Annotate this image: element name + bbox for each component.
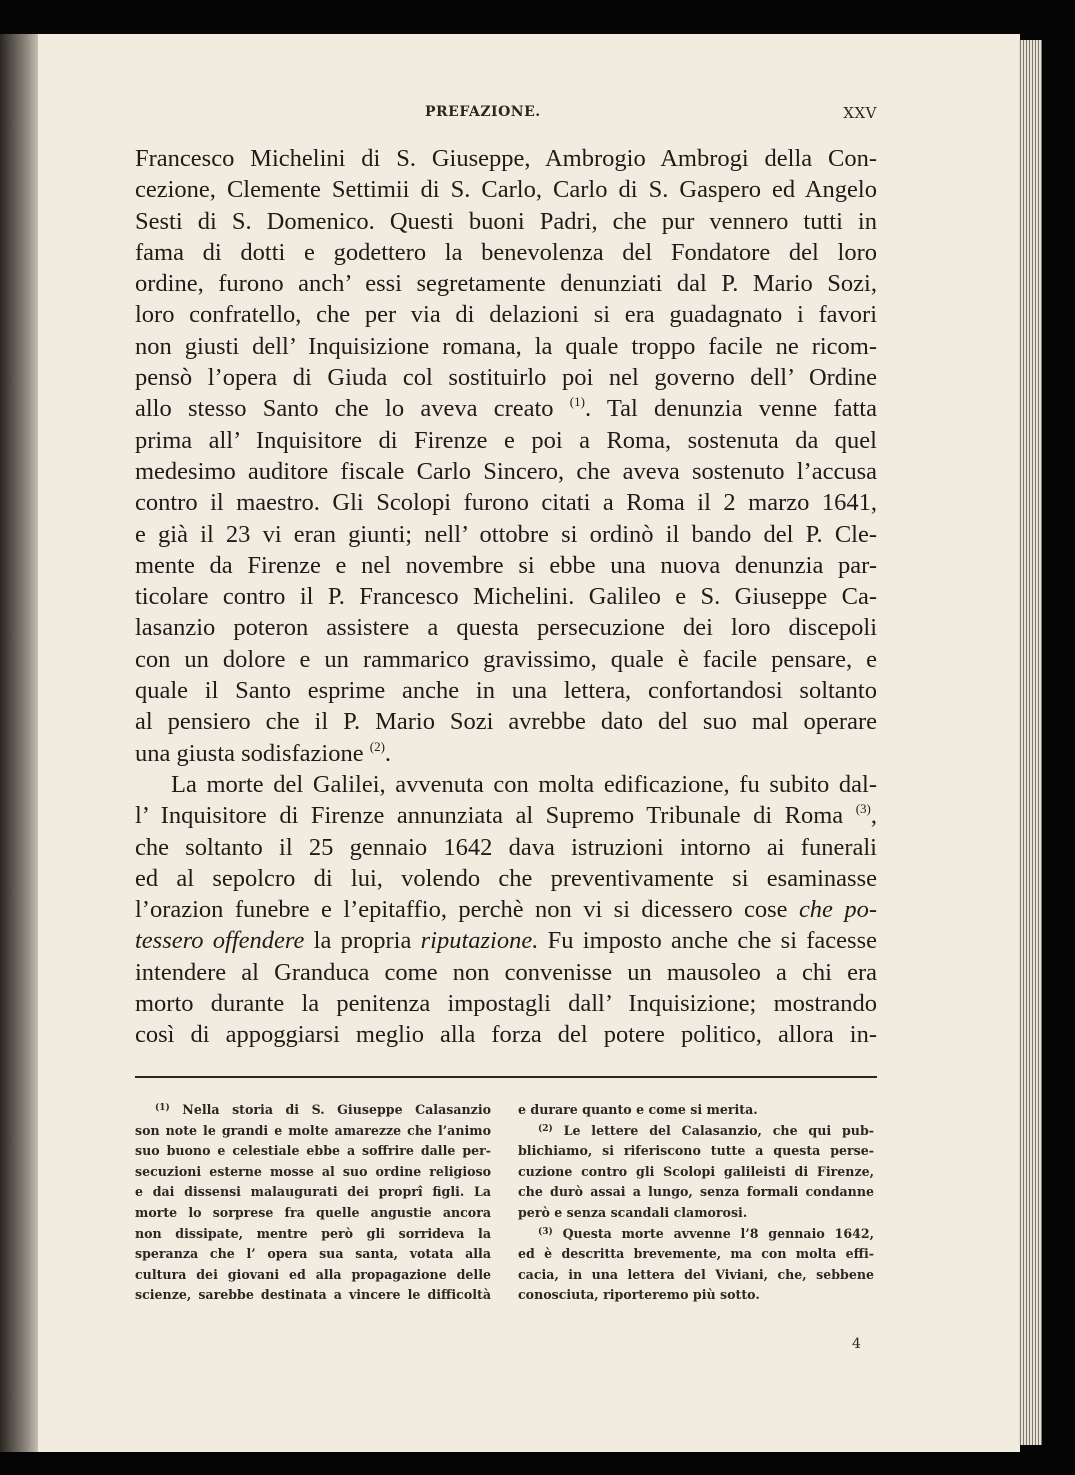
text-segment: secuzioni esterne mosse al suo ordine religioso (135, 1163, 491, 1179)
text-line (135, 393, 877, 424)
italic-text: riputazione. (420, 927, 539, 955)
footnote-line (518, 1203, 874, 1224)
text-segment: intendere al Granduca come non convenisse un mausoleo a chi era (135, 958, 877, 986)
footnote-line (518, 1100, 874, 1121)
signature-number: 4 (852, 1336, 861, 1352)
footnote-line (135, 1100, 491, 1121)
text-segment: non giusti dell’ Inquisizione romana, la quale troppo facile ne ricom- (135, 332, 877, 360)
footnote-line (518, 1244, 874, 1265)
footnote-ref: (2) (369, 738, 385, 754)
text-segment: conosciuta, riporteremo più sotto. (518, 1287, 760, 1303)
text-line (135, 237, 877, 268)
text-segment: così di appoggiarsi meglio alla forza del potere politico, allora in- (135, 1021, 877, 1049)
text-segment: una giusta sodisfazione (135, 739, 370, 767)
text-segment: al pensiero che il P. Mario Sozi avrebbe dato del suo mal operare (135, 708, 877, 736)
text-segment: la propria (304, 927, 421, 955)
footnote-line (135, 1224, 491, 1245)
text-line (135, 487, 877, 518)
text-line (135, 957, 877, 988)
text-segment: La morte del Galilei, avvenuta con molta edificazione, fu subito dal- (171, 770, 877, 798)
footnote-line (135, 1141, 491, 1162)
text-segment: . Tal denunzia venne fatta (584, 395, 877, 423)
text-segment: . (384, 739, 392, 767)
text-line (135, 894, 877, 925)
text-segment: cacia, in una lettera del Viviani, che, sebbene (518, 1266, 874, 1282)
text-segment: blichiamo, si riferiscono tutte a questa perse- (518, 1143, 874, 1159)
footnote-ref: (3) (538, 1226, 553, 1237)
italic-text: che po- (798, 896, 877, 924)
text-line (135, 456, 877, 487)
text-segment: suo buono e celestiale ebbe a soffrire dalle per- (135, 1143, 491, 1159)
text-segment: mente da Firenze e nel novembre si ebbe una nuova denunzia par- (135, 551, 877, 579)
footnote-ref: (1) (155, 1103, 170, 1113)
footnote-ref: (1) (569, 394, 585, 410)
footnote-line (135, 1285, 491, 1306)
text-line (135, 299, 877, 330)
text-line (135, 425, 877, 456)
text-segment: cultura dei giovani ed alla propagazione delle (135, 1266, 491, 1282)
page-stack-edge (1018, 40, 1042, 1445)
footnote-ref: (3) (855, 801, 871, 817)
text-segment: morto durante la penitenza impostagli dall’ Inquisizione; mostrando (135, 990, 877, 1018)
text-segment: lasanzio poteron assistere a questa persecuzione dei loro discepoli (135, 614, 877, 642)
footnote-line (518, 1224, 874, 1245)
footnotes-left-column (135, 1100, 491, 1306)
text-segment: e durare quanto e come si merita. (518, 1102, 758, 1117)
text-segment: Fu imposto anche che si facesse (538, 927, 877, 955)
text-line (135, 769, 877, 800)
footnote-line (518, 1162, 874, 1183)
running-title: PREFAZIONE. (425, 104, 541, 120)
footnotes-right-column (518, 1100, 874, 1306)
text-line (135, 268, 877, 299)
text-line (135, 675, 877, 706)
text-segment: , (870, 802, 877, 830)
footnote-line (518, 1141, 874, 1162)
text-line (135, 644, 877, 675)
text-segment: Le lettere del Calasanzio, che qui pub- (552, 1122, 874, 1138)
text-line (135, 925, 877, 956)
text-line (135, 863, 877, 894)
text-segment: speranza che l’ opera sua santa, votata alla (135, 1246, 491, 1262)
footnote-line (518, 1285, 874, 1306)
main-text (135, 143, 877, 1051)
text-segment: allo stesso Santo che lo aveva creato (135, 395, 570, 423)
footnote-line (518, 1121, 874, 1142)
text-segment: cuzione contro gli Scolopi galileisti di Firenze, (518, 1163, 874, 1179)
footnote-line (135, 1244, 491, 1265)
text-segment: l’orazion funebre e l’epitaffio, perchè non vi si dicessero cose (135, 896, 799, 924)
text-segment: l’ Inquisitore di Firenze annunziata al Supremo Tribunale di Roma (135, 802, 856, 830)
text-segment: pensò l’opera di Giuda col sostituirlo poi nel governo dell’ Ordine (135, 364, 877, 392)
text-line (135, 612, 877, 643)
text-line (135, 143, 877, 174)
text-segment: con un dolore e un rammarico gravissimo, quale è facile pensare, e (135, 645, 877, 673)
text-line (135, 832, 877, 863)
text-line (135, 331, 877, 362)
text-line (135, 1019, 877, 1050)
text-segment: ordine, furono anch’ essi segretamente denunziati dal P. Mario Sozi, (135, 270, 877, 298)
text-segment: medesimo auditore fiscale Carlo Sincero, che aveva sostenuto l’accusa (135, 457, 877, 485)
text-segment: loro confratello, che per via di delazioni si era guadagnato i favori (135, 301, 877, 329)
text-line (135, 206, 877, 237)
text-segment: ed è descritta brevemente, ma con molta effi- (518, 1246, 874, 1262)
text-segment: Francesco Michelini di S. Giuseppe, Ambrogio Ambrogi della Con- (135, 145, 877, 172)
text-segment: Nella storia di S. Giuseppe Calasanzio (169, 1102, 491, 1117)
text-line (135, 519, 877, 550)
folio-number: XXV (843, 104, 877, 122)
footnote-line (135, 1203, 491, 1224)
text-segment: che durò assai a lungo, senza formali condanne (518, 1184, 874, 1200)
text-segment: prima all’ Inquisitore di Firenze e poi a Roma, sostenuta da quel (135, 426, 877, 454)
footnote-rule (135, 1076, 877, 1078)
text-segment: ed al sepolcro di lui, volendo che preventivamente si esaminasse (135, 864, 877, 892)
footnote-ref: (2) (538, 1123, 553, 1134)
footnote-line (518, 1182, 874, 1203)
text-segment: non dissipate, mentre però gli sorrideva la (135, 1225, 491, 1241)
footnote-line (135, 1121, 491, 1142)
running-header (135, 104, 877, 128)
text-segment: quale il Santo esprime anche in una lettera, confortandosi soltanto (135, 677, 877, 705)
text-line (135, 988, 877, 1019)
text-segment: che soltanto il 25 gennaio 1642 dava istruzioni intorno ai funerali (135, 833, 877, 861)
text-segment: Sesti di S. Domenico. Questi buoni Padri, che pur vennero tutti in (135, 207, 877, 235)
text-segment: ticolare contro il P. Francesco Michelini. Galileo e S. Giuseppe Ca- (135, 583, 877, 611)
text-segment: e già il 23 vi eran giunti; nell’ ottobre si ordinò il bando del P. Cle- (135, 520, 877, 548)
text-line (135, 362, 877, 393)
text-line (135, 706, 877, 737)
text-segment: morte lo sorprese fra quelle angustie ancora (135, 1204, 491, 1220)
text-segment: cezione, Clemente Settimii di S. Carlo, Carlo di S. Gaspero ed Angelo (135, 176, 877, 204)
text-segment: son note le grandi e molte amarezze che l’animo (135, 1122, 491, 1138)
text-line (135, 738, 877, 769)
text-line (135, 581, 877, 612)
italic-text: tessero offendere (135, 927, 305, 955)
text-segment: Questa morte avvenne l’8 gennaio 1642, (552, 1225, 874, 1241)
text-line (135, 800, 877, 831)
text-segment: contro il maestro. Gli Scolopi furono citati a Roma il 2 marzo 1641, (135, 489, 877, 517)
text-segment: però e senza scandali clamorosi. (518, 1204, 748, 1220)
text-segment: fama di dotti e godettero la benevolenza del Fondatore del loro (135, 238, 877, 266)
footnote-line (135, 1162, 491, 1183)
footnote-line (135, 1182, 491, 1203)
footnote-line (135, 1265, 491, 1286)
text-segment: scienze, sarebbe destinata a vincere le difficoltà (135, 1287, 491, 1303)
footnote-line (518, 1265, 874, 1286)
text-line (135, 550, 877, 581)
text-segment: e dai dissensi malaugurati dei proprî figli. La (135, 1184, 491, 1200)
text-line (135, 174, 877, 205)
